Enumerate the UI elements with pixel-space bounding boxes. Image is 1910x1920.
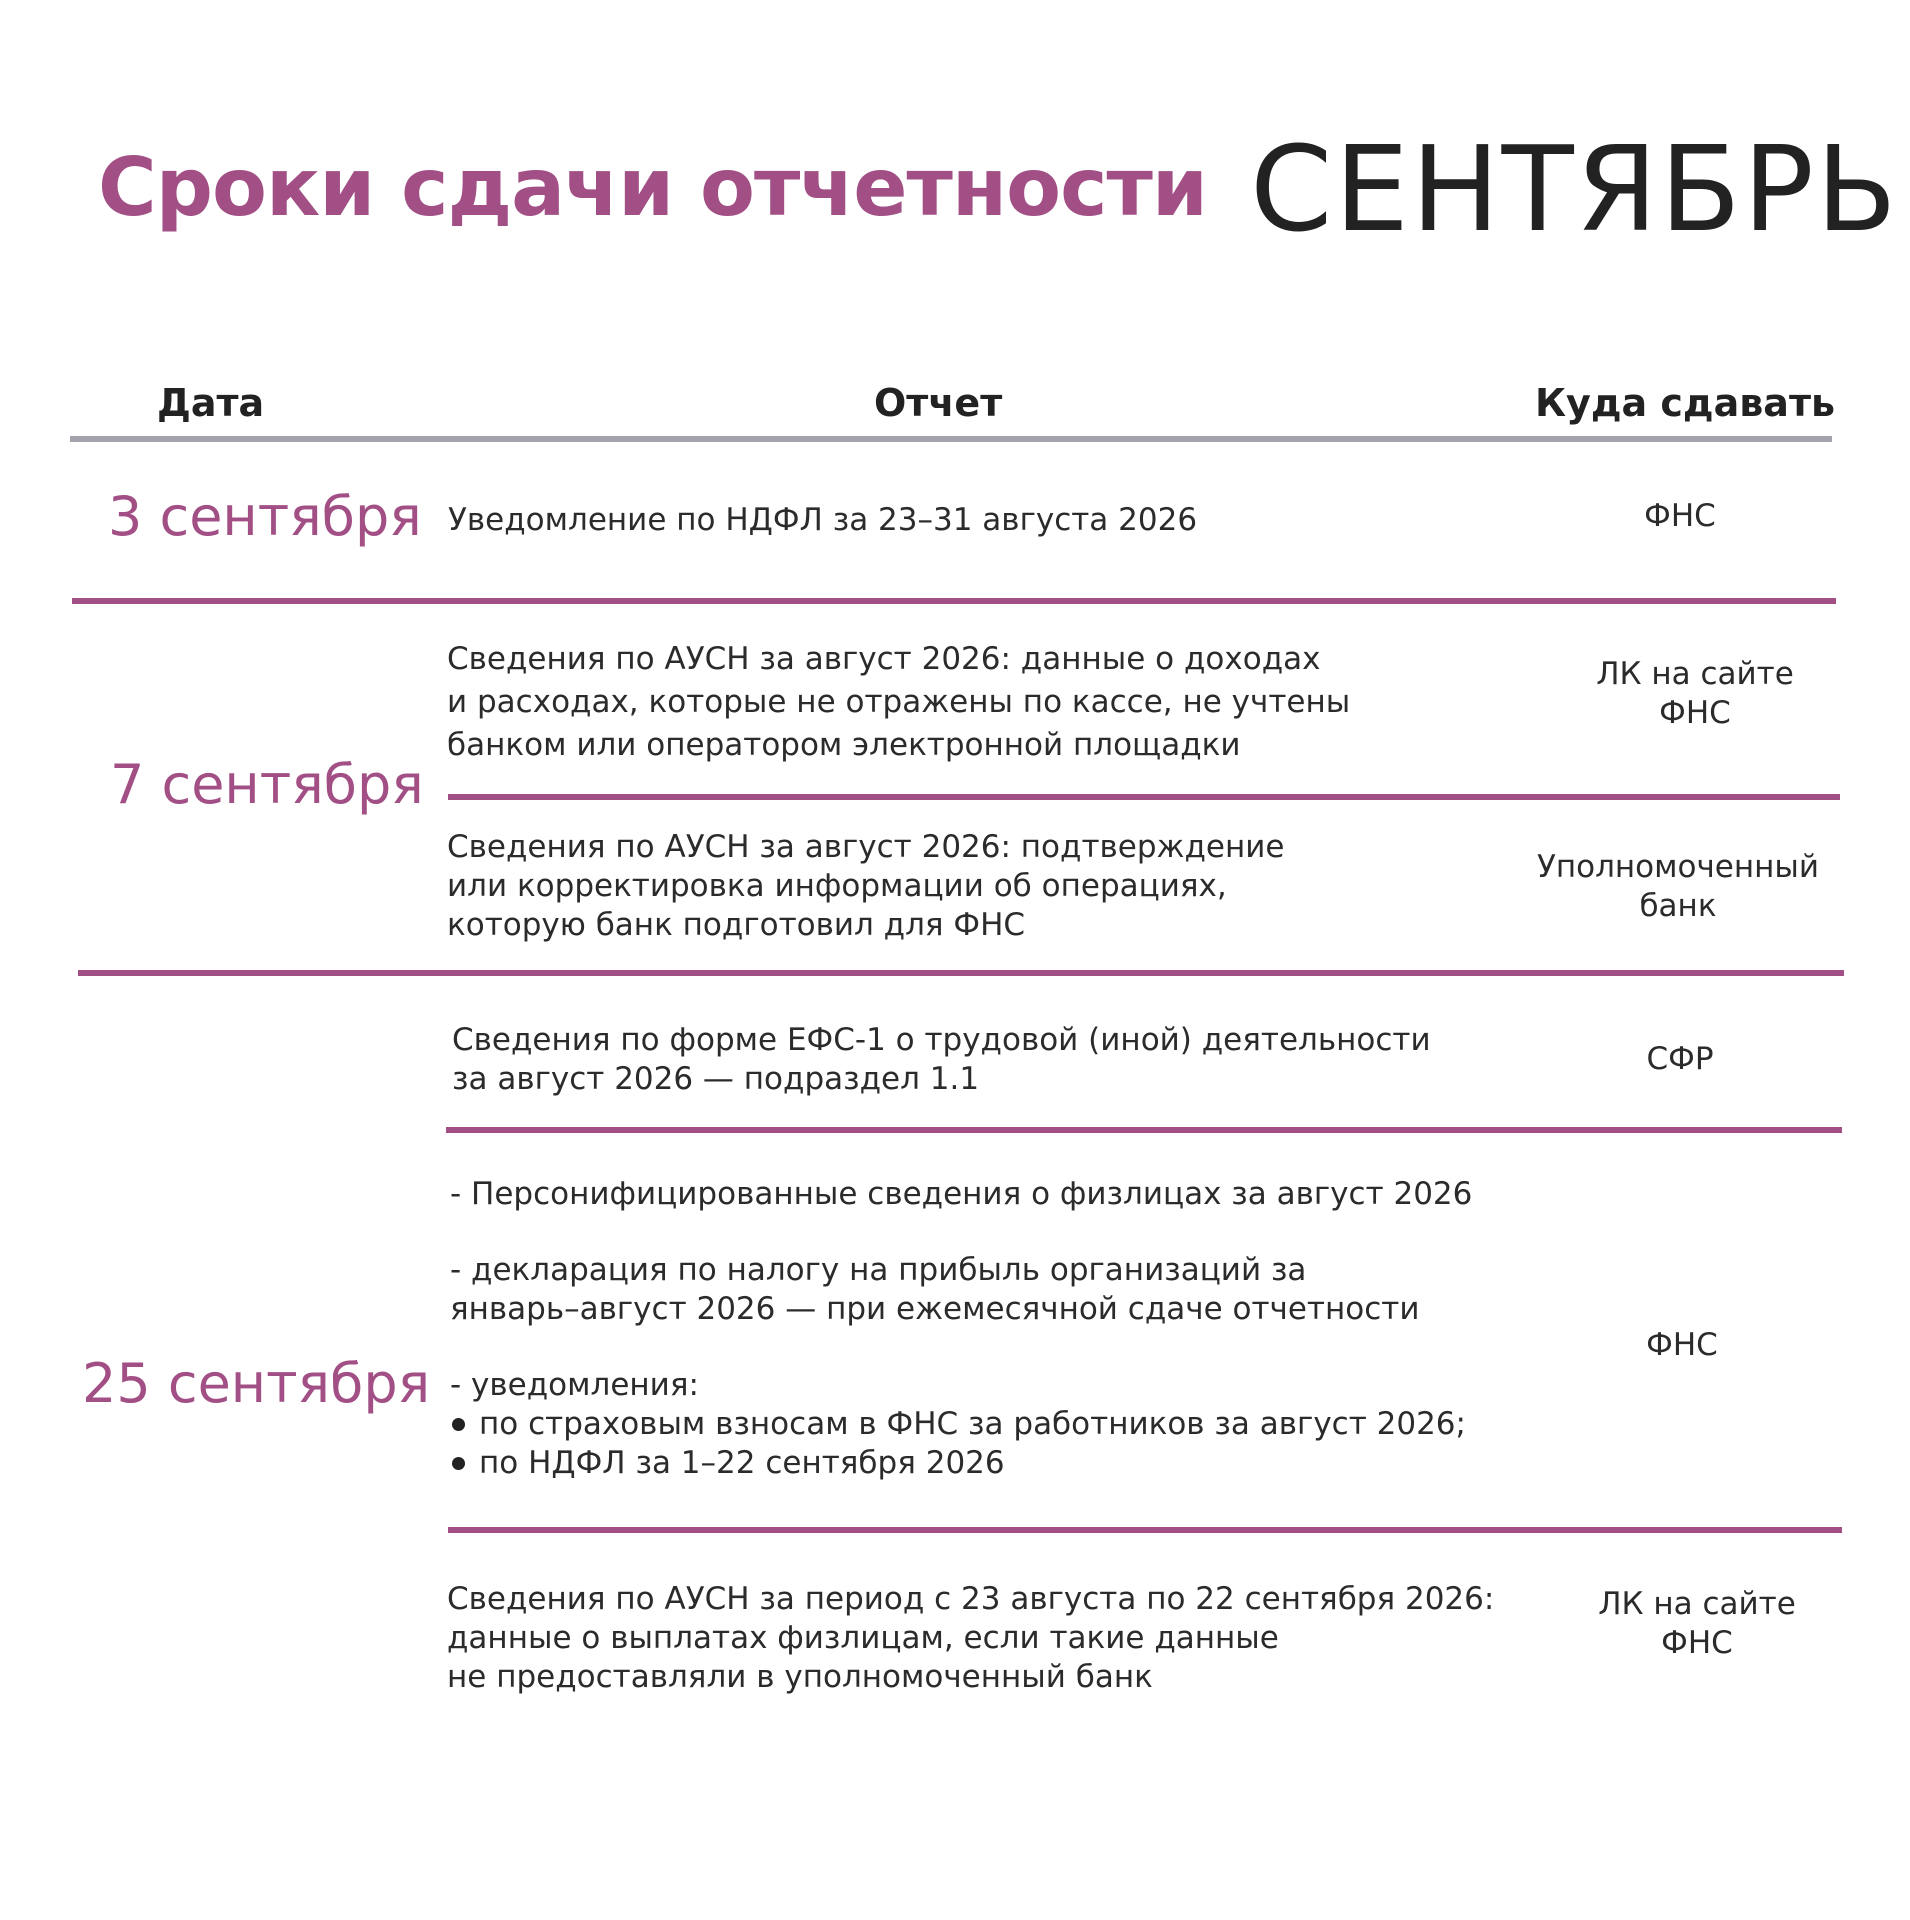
report-text: - Персонифицированные сведения о физлицах за август 2026 - декларация по налогу на прибыль организаций за январь–август 2026 — при ежемесячной сдаче отчетности - уведомления: по страховым взносам в ФНС за работников за август 2026; по НДФЛ за 1–22 сентября 2026 [450, 1176, 1473, 1481]
page-title: Сроки сдачи отчетности [98, 141, 1207, 234]
column-header-report: Отчет [874, 381, 1003, 425]
column-header-date: Дата [157, 381, 265, 425]
destination-text: ЛК на сайте ФНС [1596, 656, 1794, 731]
bullet-item: по страховым взносам в ФНС за работников за август 2026; [450, 1405, 1472, 1444]
bullet-item: по НДФЛ за 1–22 сентября 2026 [450, 1444, 1472, 1483]
report-text: Сведения по АУСН за август 2026: подтверждение или корректировка информации об операциях, которую банк подготовил для ФНС [447, 829, 1285, 943]
destination-text: СФР [1646, 1041, 1714, 1077]
sub-row-divider [448, 1527, 1842, 1533]
destination-text: ФНС [1644, 498, 1716, 534]
month-title: СЕНТЯБРЬ [1250, 120, 1899, 258]
row-date: 25 сентября [82, 1352, 431, 1415]
destination-text: ФНС [1646, 1327, 1718, 1363]
report-text: Сведения по форме ЕФС-1 о трудовой (иной) деятельности за август 2026 — подраздел 1.1 [452, 1022, 1431, 1097]
sub-row-divider [448, 794, 1840, 800]
row-date: 3 сентября [108, 485, 422, 548]
report-text: Уведомление по НДФЛ за 23–31 августа 2026 [448, 502, 1198, 538]
report-text: Сведения по АУСН за август 2026: данные о доходах и расходах, которые не отражены по кассе, не учтены банком или оператором электронной площадки [447, 641, 1351, 763]
destination-text: Уполномоченный банк [1536, 849, 1820, 924]
row-divider [72, 598, 1836, 604]
row-date: 7 сентября [110, 753, 424, 816]
bullet-icon [452, 1457, 465, 1470]
header-divider [70, 436, 1832, 442]
destination-text: ЛК на сайте ФНС [1598, 1586, 1796, 1661]
sub-row-divider [446, 1127, 1842, 1133]
column-header-destination: Куда сдавать [1535, 381, 1835, 425]
row-divider [78, 970, 1844, 976]
bullet-icon [452, 1418, 465, 1431]
report-text: Сведения по АУСН за период с 23 августа по 22 сентября 2026: данные о выплатах физлицам, если такие данные не предоставляли в уполномоченный банк [447, 1581, 1495, 1695]
